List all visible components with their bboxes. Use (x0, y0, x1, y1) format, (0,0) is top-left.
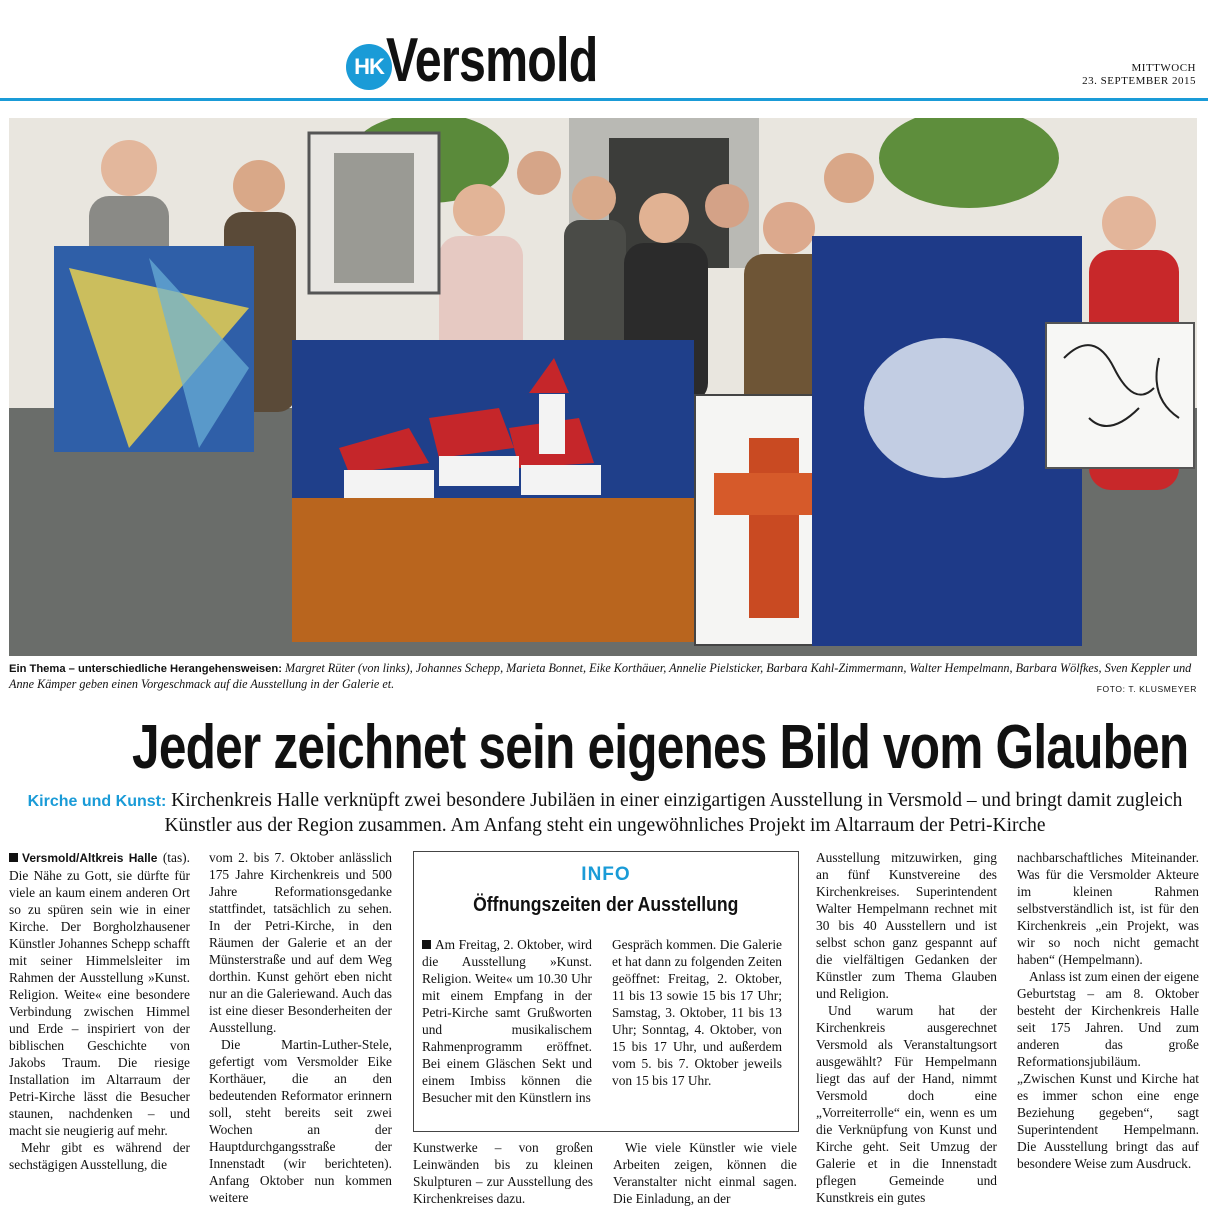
caption-names: Margret Rüter (von links), Johannes Schepp, Marieta Bonnet, Eike Korthäuer, Annelie Pielsticker, Barbara Kahl-Zimmermann, Walter Hempelmann, Barbara Wölfkes, Sven Keppler und Anne Kämper geben einen Vorgeschmack auf die Ausstellung in der Galerie et. (9, 661, 1192, 691)
info-label: INFO (581, 864, 631, 885)
col4-text: Wie viele Künstler wie viele Arbeiten zeigen, können die Veranstalter nicht einmal sagen. Die Einladung, an der (613, 1140, 797, 1206)
col6-p2: Anlass ist zum einen der eigene Geburtstag – am 8. Oktober besteht der Kirchenkreis Halle seit 175 Jahren. Und zum anderen das große Reformationsjubiläum. „Zwischen Kunst und Kirche hat es immer schon eine enge Beziehung gegeben“, sagt Superintendent Hempelmann. Die Ausstellung bringt das auf besondere Weise zum Ausdruck. (1017, 969, 1199, 1171)
col6-p1: nachbarschaftliches Miteinander. Was für die Versmolder Akteure im kleinen Rahmen selbstverständlich ist, ist für den Kirchenkreis „ein Projekt, was wir so noch nicht gemacht haben“ (Hempelmann). (1017, 850, 1199, 967)
issue-full-date: 23. SEPTEMBER 2015 (1082, 75, 1196, 87)
group-photo (9, 118, 1197, 656)
photo-caption (9, 661, 1197, 693)
info-left-text: Am Freitag, 2. Oktober, wird die Ausstellung »Kunst. Religion. Weite« um 10.30 Uhr mit einem Empfang in der Petri-Kirche samt Grußworten und musikalischem Rahmenprogramm eröffnet. Bei einem Gläschen Sekt und einem Imbiss können die Besucher mit den Künstlern ins (422, 937, 592, 1105)
col1-p2: Mehr gibt es während der sechstägigen Ausstellung, die (9, 1140, 190, 1172)
subhead-text: Kirchenkreis Halle verknüpft zwei besondere Jubiläen in einer einzigartigen Ausstellung in Versmold – und bringt damit zugleich Künstler aus der Region zusammen. Am Anfang steht ein ungewöhnliches Projekt im Altarraum der Petri-Kirche (164, 790, 1183, 836)
col5-p1: Ausstellung mitzuwirken, ging an fünf Kunstvereine des Kirchenkreises. Superintendent Walter Hempelmann rechnet mit 30 bis 40 Ausstellern und ist selbst schon ganz gespannt auf die vielfältigen Gedanken der Künstler zum Thema Glauben und Religion. (816, 850, 997, 1001)
article-column-2 (209, 849, 392, 1206)
info-column-right (612, 936, 782, 1089)
photo-credit: FOTO: T. KLUSMEYER (1096, 684, 1197, 694)
article-column-4 (613, 1139, 797, 1207)
info-column-left (422, 936, 592, 1106)
section-title: Versmold (386, 26, 598, 95)
photo-image-icon (9, 118, 1197, 656)
col3-text: Kunstwerke – von großen Leinwänden bis zu kleinen Skulpturen – zur Ausstellung des Kirchenkreises dazu. (413, 1140, 593, 1206)
article-column-1 (9, 849, 190, 1173)
subhead-kicker: Kirche und Kunst: (27, 793, 167, 810)
bullet-square-icon (422, 940, 431, 949)
newspaper-logo: HK (346, 44, 392, 90)
article-column-6 (1017, 849, 1199, 1172)
col1-p1: (tas). Die Nähe zu Gott, sie dürfte für viele an kaum einem anderen Ort so zu spüren sein wie in einer Kirche. Der Borgholzhausener Künstler Johannes Schepp schafft mit seiner Himmelsleiter im Rahmen der Ausstellung »Kunst. Religion. Weite« eine besondere Verbindung zwischen Himmel und Erde – inspiriert von der biblischen Geschichte von Jakobs Traum. Die riesige Installation im Altarraum der Petri-Kirche lässt die Besucher staunen, nachdenken – und macht sie neugierig auf mehr. (9, 850, 190, 1138)
issue-weekday: MITTWOCH (1131, 62, 1196, 74)
issue-date (1082, 62, 1196, 88)
article-column-3 (413, 1139, 593, 1207)
caption-lead: Ein Thema – unterschiedliche Herangehensweisen: (9, 663, 282, 675)
headline-text: Jeder zeichnet sein eigenes Bild vom Glauben (132, 713, 1189, 782)
subheadline (20, 789, 1190, 838)
headline (0, 710, 1208, 786)
col2-p2: Die Martin-Luther-Stele, gefertigt vom Versmolder Eike Korthäuer, die an den bedeutenden Reformator erinnern soll, steht bereits seit zwei Wochen an der Hauptdurchgangsstraße der Innenstadt (wir berichteten). Anfang Oktober nun kommen weitere (209, 1037, 392, 1205)
bullet-square-icon (9, 853, 18, 862)
info-right-text: Gespräch kommen. Die Galerie et hat dann zu folgenden Zeiten geöffnet: Freitag, 2. Oktober, 11 bis 13 sowie 15 bis 17 Uhr; Samstag, 3. Oktober, 11 bis 13 Uhr; Sonntag, 4. Oktober, von 15 bis 17 Uhr, und außerdem vom 5. bis 7. Oktober jeweils von 15 bis 17 Uhr. (612, 937, 782, 1088)
article-column-5 (816, 849, 997, 1206)
info-title-text: Öffnungszeiten der Ausstellung (473, 894, 739, 916)
col2-p1: vom 2. bis 7. Oktober anlässlich 175 Jahre Kirchenkreis und 500 Jahre Reformationsgedanke stattfindet, tatsächlich zu sehen. In der Petri-Kirche, in den Räumen der Galerie et an der Münsterstraße und auf dem Weg dorthin. Kunst gehört eben nicht nur an die Galeriewand. Auch das ist eine dieser Besonderheiten der Ausstellung. (209, 850, 392, 1035)
info-title (414, 894, 798, 917)
info-box (413, 851, 799, 1132)
article-dateline: Versmold/Altkreis Halle (22, 851, 158, 865)
masthead-rule (0, 98, 1208, 101)
col5-p2: Und warum hat der Kirchenkreis ausgerechnet Versmold als Veranstaltungsort ausgewählt? Für Hempelmann liegt das auf der Hand, nimmt Versmold doch eine „Vorreiterrolle“ ein, wenn es um die Verknüpfung von Kunst und Kirche geht. Seit Umzug der Galerie et in die Innenstadt pflegen Gemeinde und Kunstkreis ein gutes (816, 1003, 997, 1205)
